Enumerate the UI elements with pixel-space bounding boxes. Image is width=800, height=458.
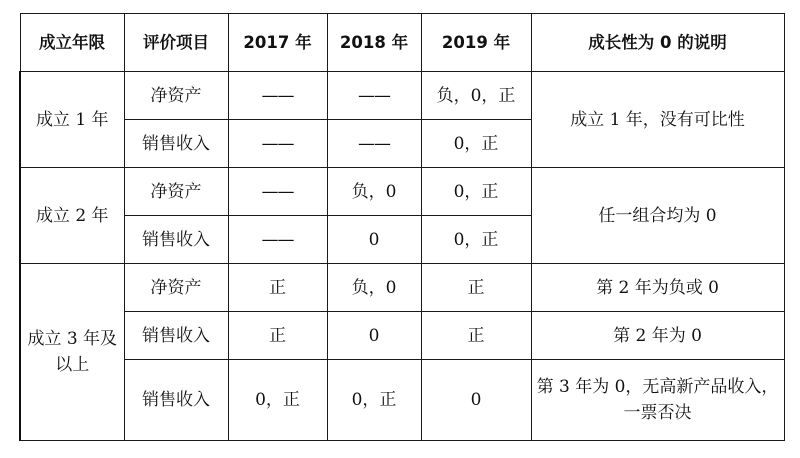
- value-2017: ——: [228, 216, 327, 264]
- evaluation-table: [19, 13, 785, 441]
- value-2017: 0，正: [228, 360, 327, 441]
- table-row: [20, 168, 784, 216]
- value-2018: 负，0: [327, 168, 421, 216]
- table-row: [20, 360, 784, 441]
- table-row: [20, 264, 784, 312]
- value-2017: ——: [228, 168, 327, 216]
- item-cell: 销售收入: [124, 216, 228, 264]
- value-2019: 负，0，正: [421, 72, 531, 120]
- value-2019: 0: [421, 360, 531, 441]
- value-2019: 正: [421, 312, 531, 360]
- item-cell: 销售收入: [124, 360, 228, 441]
- value-2017: 正: [228, 264, 327, 312]
- table-row: [20, 312, 784, 360]
- header-2017: 2017 年: [228, 14, 327, 72]
- value-2017: ——: [228, 72, 327, 120]
- value-2019: 0，正: [421, 120, 531, 168]
- value-2018: ——: [327, 72, 421, 120]
- value-2019: 0，正: [421, 168, 531, 216]
- note-cell: 第 2 年为负或 0: [531, 264, 784, 312]
- value-2018: 0: [327, 312, 421, 360]
- group-label: 成立 2 年: [20, 168, 124, 264]
- note-cell: 任一组合均为 0: [531, 168, 784, 264]
- header-years-established: 成立年限: [20, 14, 124, 72]
- item-cell: 净资产: [124, 168, 228, 216]
- table-header-row: [20, 14, 784, 72]
- value-2019: 正: [421, 264, 531, 312]
- item-cell: 净资产: [124, 72, 228, 120]
- header-2019: 2019 年: [421, 14, 531, 72]
- value-2018: 0: [327, 216, 421, 264]
- note-cell: 成立 1 年，没有可比性: [531, 72, 784, 168]
- item-cell: 销售收入: [124, 312, 228, 360]
- value-2018: ——: [327, 120, 421, 168]
- header-evaluation-item: 评价项目: [124, 14, 228, 72]
- value-2019: 0，正: [421, 216, 531, 264]
- item-cell: 销售收入: [124, 120, 228, 168]
- group-label: 成立 1 年: [20, 72, 124, 168]
- value-2017: 正: [228, 312, 327, 360]
- value-2017: ——: [228, 120, 327, 168]
- note-cell: 第 3 年为 0，无高新产品收入，一票否决: [531, 360, 784, 441]
- header-2018: 2018 年: [327, 14, 421, 72]
- table-row: [20, 72, 784, 120]
- value-2018: 负，0: [327, 264, 421, 312]
- value-2018: 0，正: [327, 360, 421, 441]
- note-cell: 第 2 年为 0: [531, 312, 784, 360]
- item-cell: 净资产: [124, 264, 228, 312]
- header-zero-growth-note: 成长性为 0 的说明: [531, 14, 784, 72]
- group-label: 成立 3 年及以上: [20, 264, 124, 441]
